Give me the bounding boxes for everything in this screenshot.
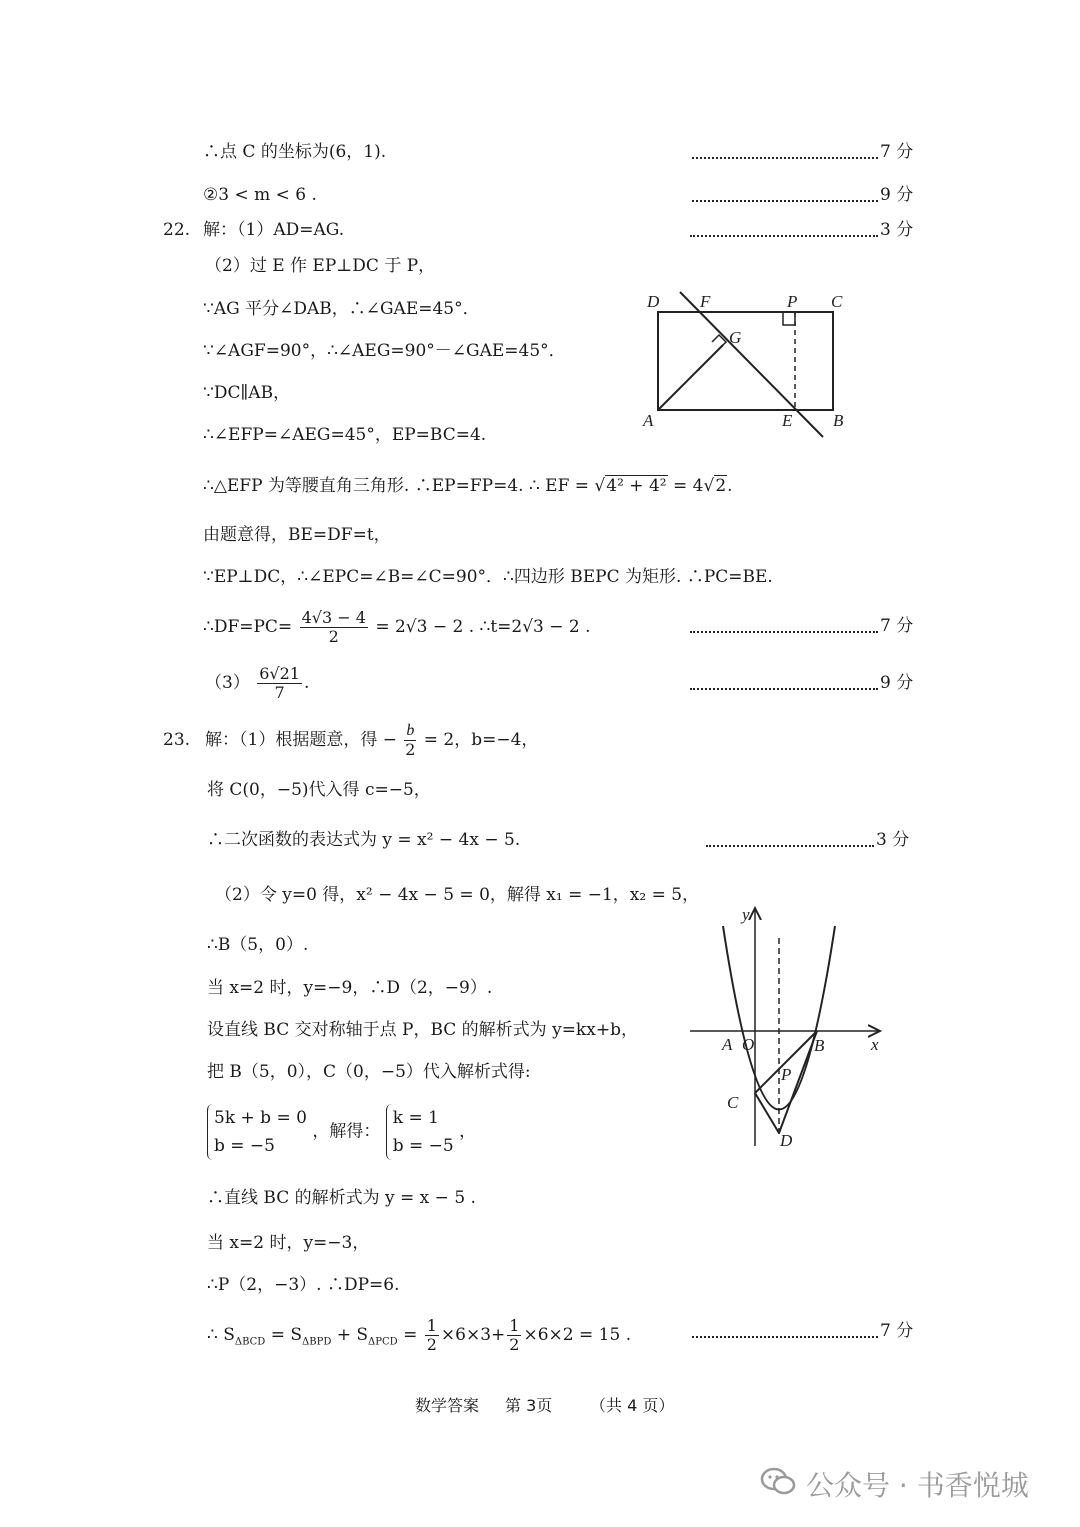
rectangle-abcd — [658, 312, 833, 410]
text-line: （3） $\frac{6√21}{7}$ . — [205, 664, 310, 702]
label-b: B — [833, 411, 844, 430]
text-line: ∴P（2，−3）. ∴DP=6. — [207, 1275, 400, 1295]
score-mark: 7 分 — [690, 615, 913, 637]
score-mark: 3 分 — [690, 219, 913, 241]
equation-system-line: 5k + b = 0 b = −5 ，解得： k = 1 b = −5 ， — [207, 1104, 476, 1160]
label-f: F — [700, 292, 711, 311]
text-line: ∴B（5，0）. — [207, 935, 309, 955]
text-line: ∴直线 BC 的解析式为 y = x − 5 . — [207, 1188, 476, 1208]
label-b: B — [814, 1036, 825, 1055]
text-line: ∴△EFP 为等腰直角三角形. ∴EP=FP=4. ∴ EF = √4² + 4² = 4√2. — [203, 476, 733, 496]
text-line: 把 B（5，0），C（0，−5）代入解析式得: — [207, 1062, 531, 1082]
parabola-graph — [685, 898, 890, 1158]
text-line: 当 x=2 时，y=−9，∴D（2，−9）. — [207, 978, 493, 998]
score-mark: 9 分 — [690, 672, 913, 694]
fraction: $\frac{b}{2}$ — [405, 722, 416, 759]
text-line: ∵DC∥AB， — [203, 383, 291, 403]
score-mark: 7 分 — [692, 141, 913, 163]
text-line: 解：（1）根据题意，得 − $\frac{b}{2}$ = 2，b=−4， — [205, 722, 539, 759]
text-line: ∴DF=PC= $\frac{4√3 - 4}{2}$ = 2√3 − 2 . ∴t=2√3 − 2 . — [203, 608, 591, 646]
line-ag — [658, 345, 723, 410]
text-line: 将 C(0，−5)代入得 c=−5， — [207, 780, 431, 800]
fraction: $\frac{6√21}{7}$ — [259, 664, 300, 702]
label-a: A — [643, 411, 654, 430]
text-line: 当 x=2 时，y=−3， — [207, 1233, 370, 1253]
label-c: C — [831, 292, 843, 311]
footer-subject: 数学答案 — [415, 1396, 480, 1415]
label-p: P — [787, 292, 798, 311]
label-x: x — [871, 1035, 879, 1054]
text-line: ∴∠EFP=∠AEG=45°，EP=BC=4. — [203, 425, 487, 445]
fraction: $\frac{1}{2}$ — [509, 1316, 520, 1354]
text-line: ∴点 C 的坐标为(6，1). — [203, 142, 387, 162]
score-mark: 7 分 — [692, 1320, 913, 1342]
label-p: P — [781, 1065, 792, 1084]
equation-system-1: 5k + b = 0 b = −5 — [207, 1104, 307, 1160]
footer-total: （共 4 页） — [590, 1396, 675, 1415]
label-o: O — [742, 1035, 755, 1054]
equation-system-2: k = 1 b = −5 — [386, 1104, 454, 1160]
text-line: ∵EP⊥DC，∴∠EPC=∠B=∠C=90°．∴四边形 BEPC 为矩形. ∴PC=BE. — [203, 567, 773, 587]
label-a: A — [722, 1035, 733, 1054]
text-line: ∵∠AGF=90°，∴∠AEG=90°－∠GAE=45°． — [203, 341, 566, 361]
question-number: 23. — [163, 730, 191, 750]
text-line: 解：（1）AD=AG. — [203, 220, 345, 240]
watermark-text: 公众号 · 书香悦城 — [806, 1469, 1029, 1502]
score-mark: 3 分 — [706, 829, 909, 851]
label-d: D — [780, 1131, 793, 1150]
text-line: ∴ $S_{\Delta BCD} = S_{\Delta BPD} + S_{\Delta PCD}$ = $\frac{1}{2}$ ×6×3+ $\frac{1}{2}$ ×6×2 = 15 . — [207, 1316, 632, 1354]
right-angle-mark-p — [783, 312, 795, 325]
geometry-figure-rectangle — [630, 285, 860, 450]
wechat-icon — [760, 1466, 796, 1496]
line-fe — [680, 292, 823, 437]
text-line: 由题意得，BE=DF=t， — [203, 525, 391, 545]
text-line: ∴二次函数的表达式为 y = x² − 4x − 5. — [207, 830, 521, 850]
label-e: E — [782, 411, 793, 430]
label-y: y — [742, 905, 750, 924]
text-line: ②3 < m < 6 . — [203, 185, 317, 205]
question-number: 22. — [163, 220, 191, 240]
fraction: $\frac{1}{2}$ — [426, 1316, 437, 1354]
score-mark: 9 分 — [692, 184, 913, 206]
label-c: C — [727, 1093, 739, 1112]
label-g: G — [729, 328, 742, 347]
text-line: ∵AG 平分∠DAB，∴∠GAE=45°． — [203, 299, 480, 319]
text-line: （2）令 y=0 得，x² − 4x − 5 = 0，解得 x₁ = −1，x₂ = 5， — [215, 885, 700, 905]
label-d: D — [647, 292, 660, 311]
fraction: $\frac{4√3 - 4}{2}$ — [301, 608, 366, 646]
footer-page: 第 3页 — [505, 1396, 553, 1415]
line-cd — [755, 1093, 779, 1133]
text-line: 设直线 BC 交对称轴于点 P，BC 的解析式为 y=kx+b， — [207, 1020, 638, 1040]
text-line: （2）过 E 作 EP⊥DC 于 P， — [205, 256, 436, 276]
